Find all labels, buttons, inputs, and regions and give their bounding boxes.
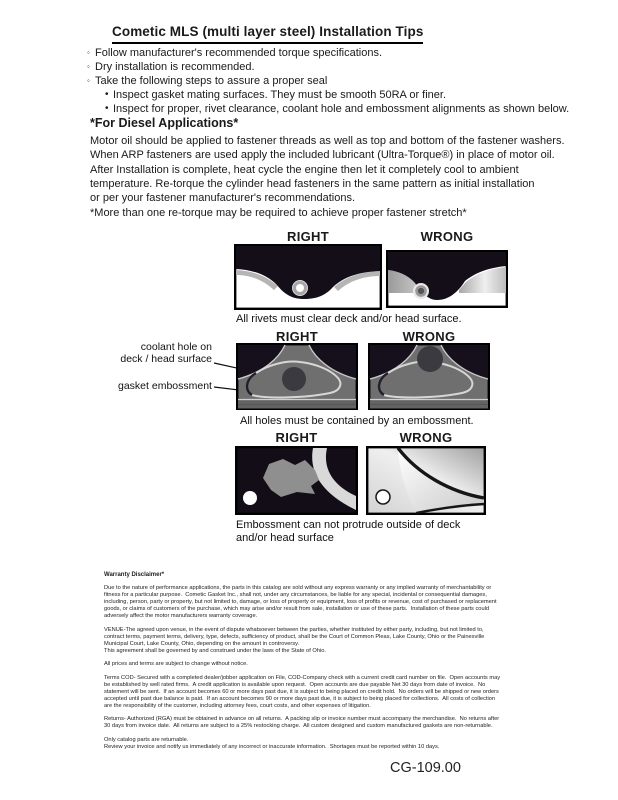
disclaimer-paragraph: Terms COD- Secured with a completed dealer/jobber application on File, COD-Company check with a current credit card number on file. Open accounts may be established by well rated firms. A credit application is available upon request. Open accounts are due payable Net 30 days from date of invoice. No statement will be sent. If an account becomes 60 or more days past due, it is subject to being placed on credit hold. No orders will be shipped or new orders accepted until past due balance is paid. If an account becomes 90 or more days past due, it is subject to being placed for collections. All costs of collection are the responsibility of the customer, including attorney fees, court costs, and other expenses of litigation.: [104, 674, 501, 709]
rivet-icon: [296, 284, 304, 292]
disclaimer-paragraph: Returns- Authorized (RGA) must be obtained in advance on all returns. A packing slip or invoice number must accompany the merchandise. No returns after 30 days from invoice date. All returns are subject to a 25% restocking charge. All custom designed and custom manufactured gaskets are non-returnable.: [104, 716, 500, 729]
tip-text: Take the following steps to assure a proper seal: [95, 75, 328, 87]
row3-right-label: RIGHT: [275, 430, 318, 445]
tip-text: Inspect for proper, rivet clearance, coolant hole and embossment alignments as shown below.: [113, 103, 570, 115]
coolant-hole-label: coolant hole on deck / head surface: [120, 341, 212, 365]
coolant-hole-icon: [282, 367, 306, 391]
row2-right-label: RIGHT: [276, 329, 318, 344]
tip-text: Follow manufacturer's recommended torque specifications.: [95, 47, 383, 59]
warranty-disclaimer: [104, 572, 544, 757]
tip-item: [87, 74, 569, 88]
disclaimer-paragraph: Only catalog parts are returnable. Review your invoice and notify us immediately of any incorrect or inaccurate information. Shortages must be reported within 10 days.: [104, 736, 440, 750]
page-code: CG-109.00: [390, 760, 461, 776]
row2-caption: All holes must be contained by an embossment.: [240, 415, 474, 427]
circle-bullet-icon: ◦: [87, 62, 90, 71]
disclaimer-heading: Warranty Disclaimer*: [104, 572, 165, 578]
diesel-heading: *For Diesel Applications*: [90, 116, 239, 130]
rivet-clearance-right-diagram: [234, 244, 382, 310]
disclaimer-paragraph: VENUE-The agreed upon venue, in the event of dispute whatsoever between the parties, whether instituted by either party, including, but not limited to, contract terms, payment terms, delivery, type, defects, sufficiency of product, shall be the Court of Common Pleas, Lake County, Ohio or the Painesville Municipal Court, Lake County, Ohio, depending on the amount in controversy. This agreement shall be governed by and construed under the laws of the State of Ohio.: [104, 626, 485, 654]
installation-tips-list: [87, 46, 569, 116]
row3-caption: Embossment can not protrude outside of deck and/or head surface: [236, 519, 461, 544]
bolt-hole-icon: [376, 490, 390, 504]
embossment-containment-right-diagram: [236, 343, 358, 410]
tip-text: Inspect gasket mating surfaces. They must be smooth 50RA or finer.: [113, 89, 447, 101]
diesel-paragraph-1: Motor oil should be applied to fastener threads as well as top and bottom of the fastener washers. When ARP fasteners are used apply the included lubricant (Ultra-Torque®) in place of motor oil.: [90, 135, 565, 161]
retorque-note: *More than one re-torque may be required to achieve proper fastener stretch*: [90, 207, 467, 219]
page-title: Cometic MLS (multi layer steel) Installation Tips: [112, 24, 423, 44]
embossment-protrusion-right-diagram: [235, 446, 358, 515]
tip-item: [87, 60, 569, 74]
disclaimer-paragraph: Due to the nature of performance applications, the parts in this catalog are sold without any express warranty or any implied warranty of merchantability or fitness for a particular purpose. Cometic Gasket Inc., shall not, under any circumstances, be liable for any special, incidental or consequential damages, including, person, party or property, but not limited to, damage, or loss of property or equipment, loss of profits or revenue, cost of purchased or replacement goods, or claims of customers of the purchase, which may arise and/or result from sale, installation or use of these parts. Installation of these parts could adversely affect the motor manufacturers warranty coverage.: [104, 585, 497, 619]
row2-wrong-label: WRONG: [402, 329, 456, 344]
bolt-hole-icon: [243, 491, 257, 505]
rivet-clearance-wrong-diagram: [386, 250, 508, 308]
row1-right-label: RIGHT: [287, 229, 329, 244]
rivet-icon: [418, 288, 424, 294]
tip-sub-item: [105, 88, 569, 102]
tip-item: [87, 46, 569, 60]
gasket-embossment-label: gasket embossment: [118, 380, 212, 392]
dot-bullet-icon: •: [105, 89, 109, 100]
tip-sub-item: [105, 102, 569, 116]
diesel-paragraph-2: After Installation is complete, heat cycle the engine then let it completely cool to ambient temperature. Re-torque the cylinder head fasteners in the same pattern as initial installation or per your fastener manufacturer's recommendations.: [90, 164, 535, 204]
tip-text: Dry installation is recommended.: [95, 61, 255, 73]
embossment-protrusion-wrong-diagram: [366, 446, 486, 515]
row3-wrong-label: WRONG: [399, 430, 453, 445]
circle-bullet-icon: ◦: [87, 48, 90, 57]
circle-bullet-icon: ◦: [87, 76, 90, 85]
embossment-containment-wrong-diagram: [368, 343, 490, 410]
dot-bullet-icon: •: [105, 103, 109, 114]
coolant-hole-icon: [417, 346, 443, 372]
disclaimer-paragraph: All prices and terms are subject to change without notice.: [104, 661, 248, 667]
row1-wrong-label: WRONG: [420, 229, 474, 244]
row1-caption: All rivets must clear deck and/or head surface.: [236, 313, 462, 325]
